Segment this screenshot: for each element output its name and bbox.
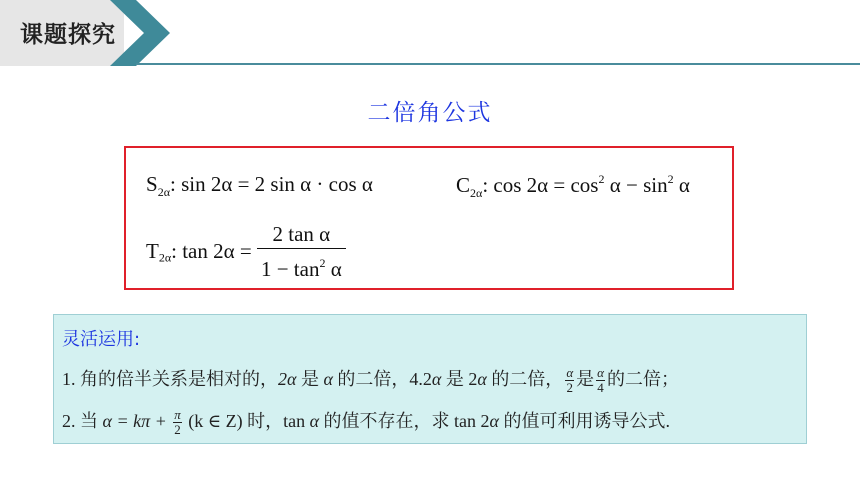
c2a-body-part2: α − sin: [604, 173, 668, 197]
line1-text-i: 的二倍，: [486, 369, 564, 389]
application-line-1: [62, 365, 679, 395]
header-title: 课题探究: [20, 22, 116, 48]
fraction-alpha-half: [565, 366, 574, 395]
chevron-right-icon: [110, 0, 172, 66]
line2-text-d: α: [309, 411, 320, 431]
line1-text-j: 是: [576, 369, 595, 389]
t2a-den-part2: α: [325, 257, 342, 281]
frac3-denominator: 2: [174, 422, 181, 438]
c2a-exponent-2: 2: [667, 172, 674, 186]
application-line-2: [62, 407, 670, 437]
t2a-numerator: 2 tan α: [257, 220, 346, 249]
s2a-body: : sin 2α = 2 sin α · cos α: [169, 172, 373, 196]
frac1-numerator: α: [566, 365, 574, 381]
t2a-den-exponent: 2: [319, 256, 326, 270]
line2-text-a: 2. 当: [62, 411, 103, 431]
line1-text-d: α: [323, 369, 333, 389]
line2-text-c: (k ∈ Z) 时，tan: [183, 411, 310, 431]
line2-text-g: 的值可利用诱导公式.: [498, 411, 670, 431]
c2a-body-part3: α: [673, 173, 690, 197]
line1-text-h: α: [477, 369, 487, 389]
line1-text-e: 的二倍，4.2: [332, 369, 432, 389]
fraction-alpha-quarter: [596, 366, 605, 395]
line1-text-c: 是: [296, 369, 324, 389]
fraction-pi-half: [173, 408, 182, 437]
t2a-denominator: [257, 249, 346, 283]
frac2-numerator: α: [597, 365, 604, 381]
formula-tangent-double: [146, 220, 346, 283]
frac2-denominator: 4: [597, 380, 604, 396]
line1-text-b: 2α: [278, 369, 297, 389]
c2a-exponent-1: 2: [598, 172, 605, 186]
frac1-denominator: 2: [566, 380, 573, 396]
c2a-subscript: 2α: [470, 186, 483, 200]
s2a-subscript: 2α: [157, 185, 170, 199]
s2a-label: S: [146, 172, 158, 196]
line1-text-a: 1. 角的倍半关系是相对的，: [62, 369, 278, 389]
t2a-fraction: [257, 220, 346, 283]
frac3-numerator: π: [174, 407, 181, 423]
c2a-body-part1: : cos 2α = cos: [482, 173, 599, 197]
t2a-body: : tan 2α =: [171, 239, 252, 263]
t2a-subscript: 2α: [158, 250, 172, 265]
line1-text-g: 是 2: [441, 369, 478, 389]
application-heading: 灵活运用:: [62, 329, 141, 350]
line2-text-b: α = kπ +: [102, 411, 172, 431]
line2-text-e: 的值不存在，求 tan 2: [319, 411, 490, 431]
line1-text-f: α: [431, 369, 442, 389]
section-title: 二倍角公式: [367, 100, 493, 126]
header-divider: [136, 63, 860, 65]
line1-text-k: 的二倍；: [606, 369, 679, 389]
application-box: [53, 314, 807, 444]
line2-text-f: α: [489, 411, 499, 431]
t2a-label: T: [146, 239, 159, 263]
formula-sine-double: [146, 172, 373, 200]
formula-cosine-double: [456, 172, 690, 201]
c2a-label: C: [456, 173, 471, 197]
t2a-den-part1: 1 − tan: [260, 257, 320, 281]
formula-box: [124, 146, 734, 290]
